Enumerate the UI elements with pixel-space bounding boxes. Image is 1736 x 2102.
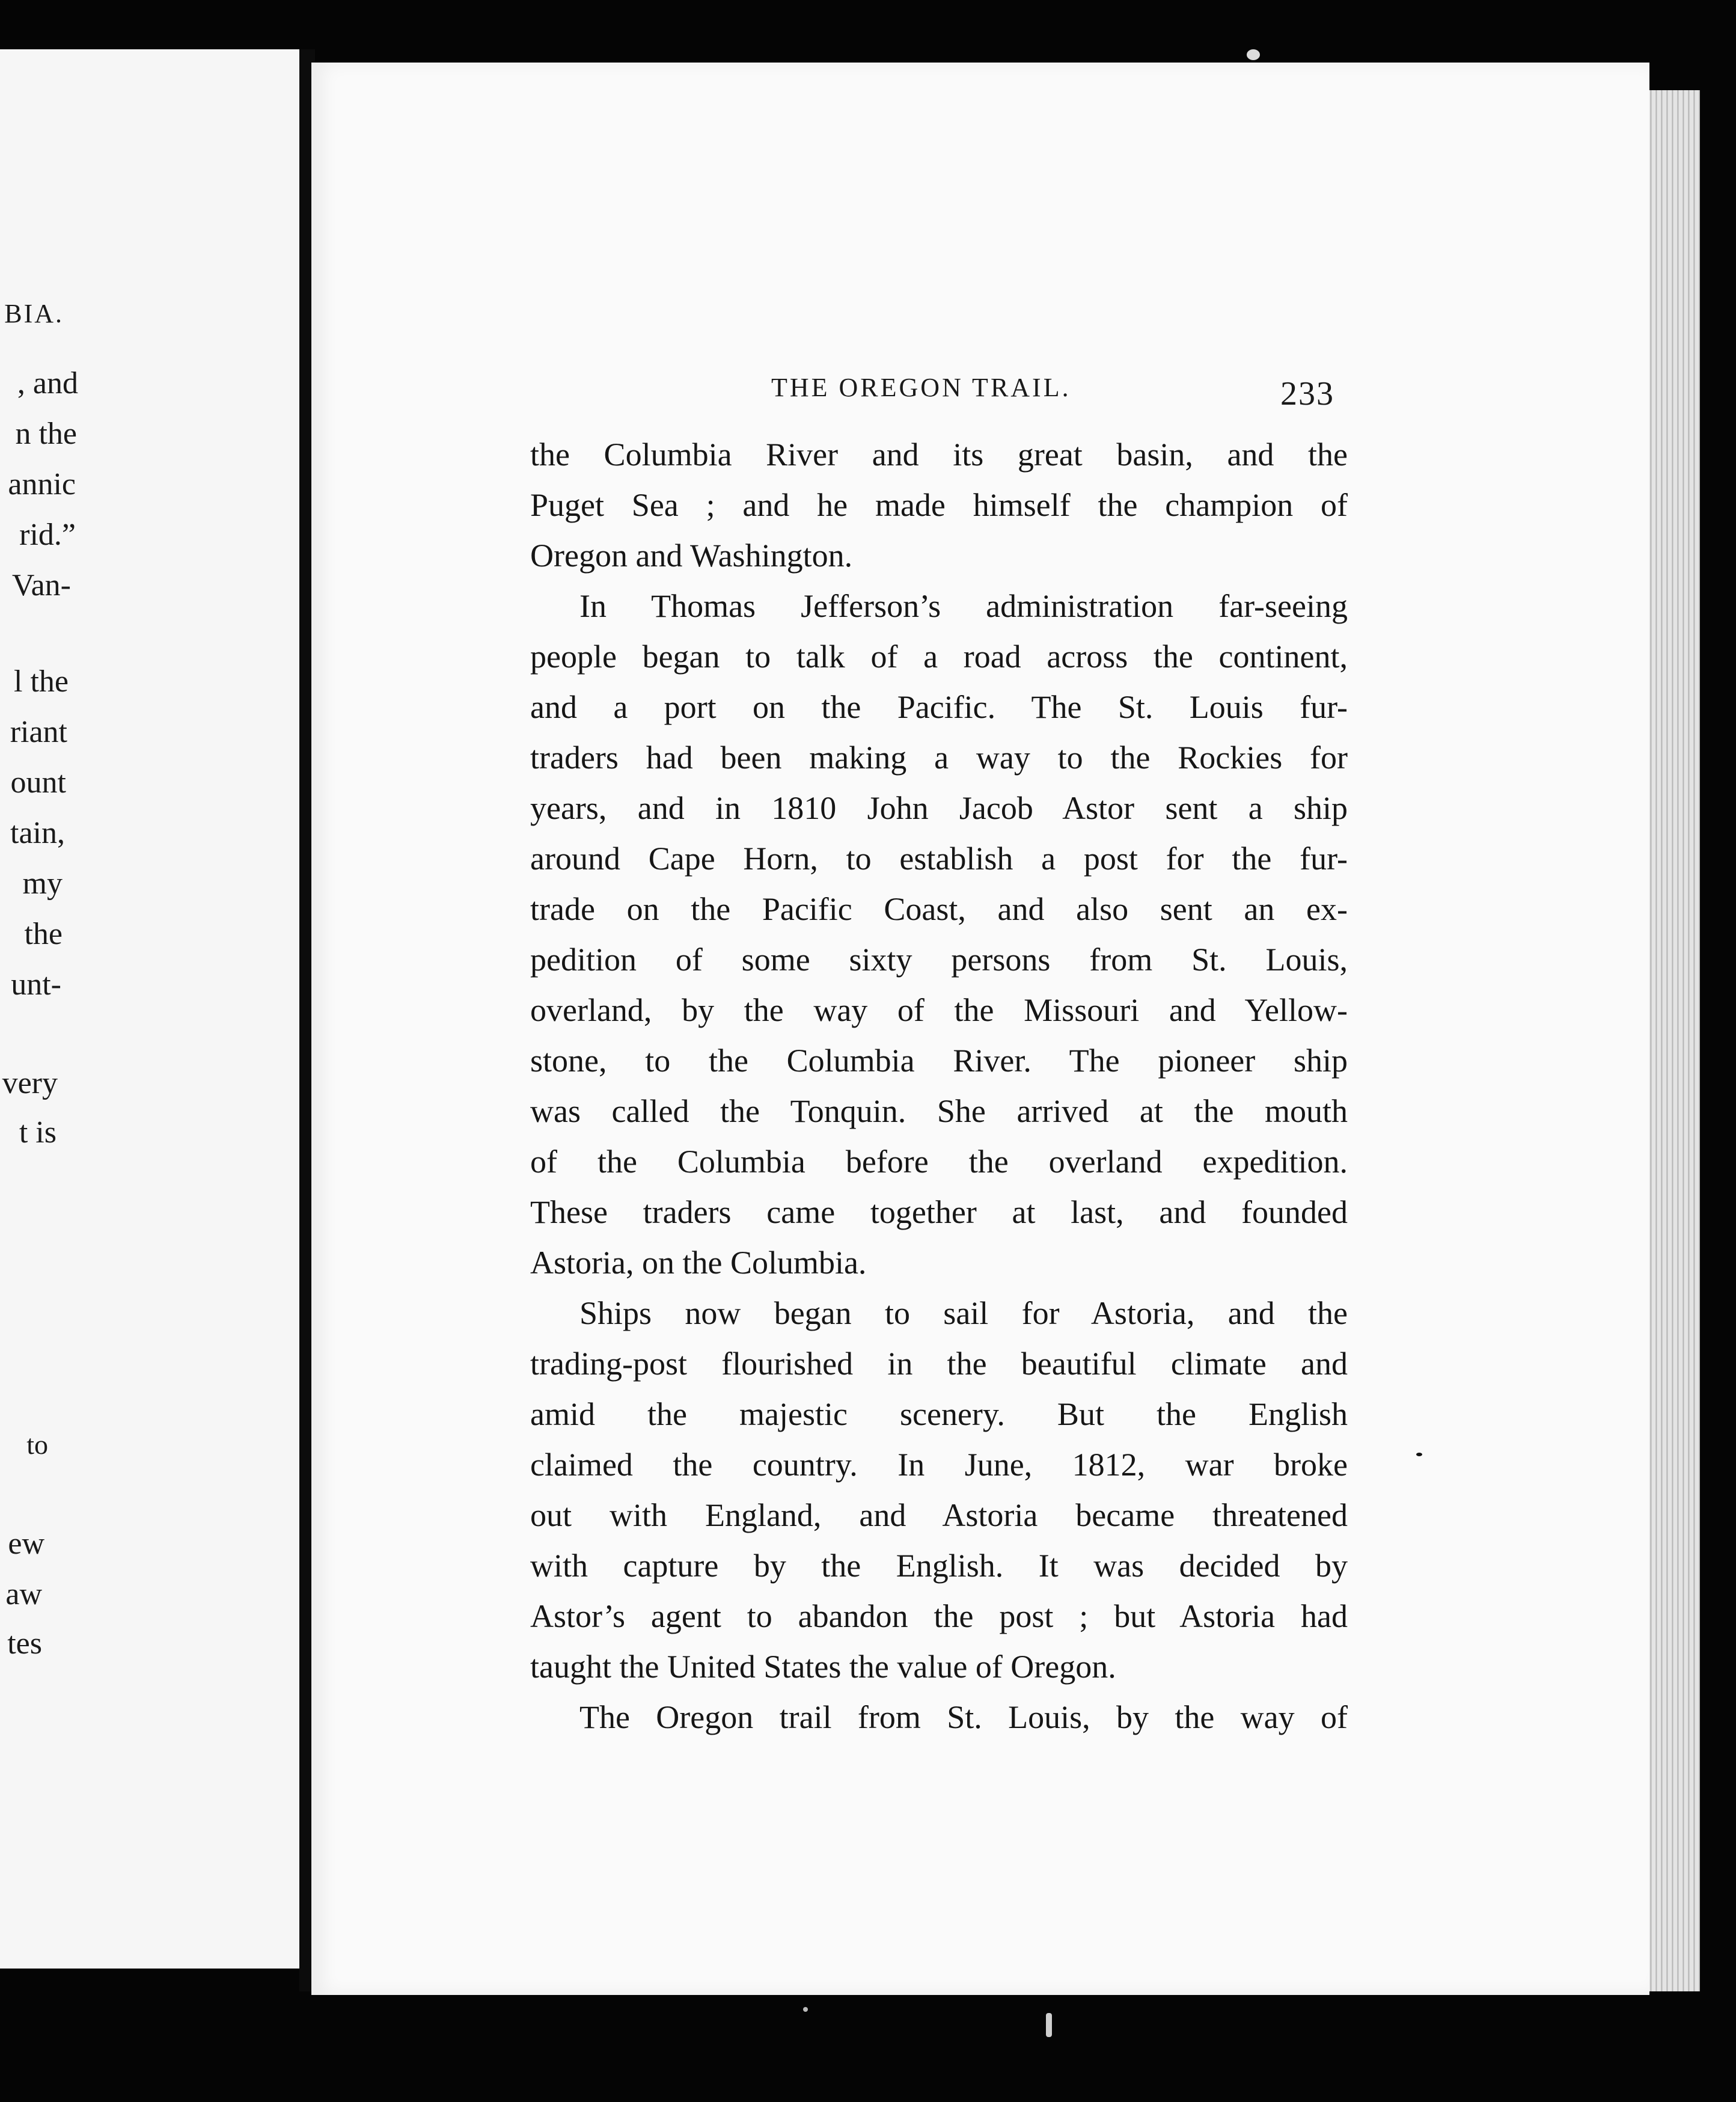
- left-page-line: l the: [14, 664, 69, 699]
- text-line: taught the United States the value of Oregon.: [530, 1649, 1116, 1685]
- text-line: was called the Tonquin. She arrived at the mouth: [530, 1093, 1348, 1129]
- text-line: with capture by the English. It was decided by: [530, 1548, 1348, 1584]
- left-page-line: tes: [7, 1626, 42, 1661]
- text-line: stone, to the Columbia River. The pioneer ship: [530, 1043, 1348, 1079]
- left-page-line: aw: [5, 1577, 42, 1611]
- left-page-line: rid.”: [19, 518, 76, 552]
- text-line: Puget Sea ; and he made himself the champion of: [530, 487, 1348, 523]
- text-line: amid the majestic scenery. But the English: [530, 1396, 1348, 1432]
- text-line: years, and in 1810 John Jacob Astor sent a ship: [530, 790, 1348, 826]
- left-page-line: , and: [17, 366, 78, 400]
- text-line: of the Columbia before the overland expedition.: [530, 1144, 1348, 1180]
- text-line: These traders came together at last, and founded: [530, 1194, 1348, 1230]
- text-line: out with England, and Astoria became threatened: [530, 1497, 1348, 1533]
- text-line: trading-post flourished in the beautiful climate and: [530, 1346, 1348, 1382]
- scan-speck: [1046, 2013, 1052, 2037]
- text-line: pedition of some sixty persons from St. Louis,: [530, 942, 1348, 978]
- scan-speck: [803, 2007, 808, 2012]
- text-line: claimed the country. In June, 1812, war broke: [530, 1447, 1348, 1483]
- text-line: traders had been making a way to the Rockies for: [530, 740, 1348, 776]
- text-line: Astor’s agent to abandon the post ; but Astoria had: [530, 1598, 1348, 1634]
- left-page-line: riant: [10, 715, 67, 749]
- left-page-line: to: [26, 1429, 48, 1460]
- left-page-line: tain,: [10, 816, 65, 850]
- left-page-running-head: BIA.: [4, 299, 64, 328]
- left-page-line: ount: [10, 765, 66, 800]
- left-page-line: very: [2, 1066, 58, 1100]
- text-line: Ships now began to sail for Astoria, and the: [579, 1295, 1348, 1331]
- text-line: overland, by the way of the Missouri and Yellow-: [530, 992, 1348, 1028]
- text-line: In Thomas Jefferson’s administration far-seeing: [579, 588, 1348, 624]
- running-head: [311, 312, 1649, 412]
- text-line: Oregon and Washington.: [530, 538, 853, 574]
- scan-speck: [1416, 1453, 1422, 1456]
- text-line: the Columbia River and its great basin, and the: [530, 437, 1348, 473]
- right-page: [311, 63, 1649, 1995]
- page-edges: [1641, 90, 1700, 1991]
- text-line: people began to talk of a road across the continent,: [530, 639, 1348, 675]
- left-page-line: unt-: [11, 967, 61, 1002]
- text-line: Astoria, on the Columbia.: [530, 1245, 867, 1281]
- left-page-line: my: [22, 866, 63, 901]
- left-page-line: n the: [15, 417, 77, 451]
- page-number: 233: [1280, 375, 1334, 412]
- left-page: [0, 49, 299, 1969]
- text-line: and a port on the Pacific. The St. Louis fur-: [530, 689, 1348, 725]
- text-line: The Oregon trail from St. Louis, by the way of: [579, 1699, 1348, 1735]
- text-line: trade on the Pacific Coast, and also sent an ex-: [530, 891, 1348, 927]
- left-page-line: ew: [8, 1527, 44, 1561]
- left-page-line: the: [24, 917, 63, 951]
- scan-speck: [1247, 49, 1260, 60]
- text-line: around Cape Horn, to establish a post for the fur-: [530, 841, 1348, 877]
- left-page-line: Van-: [11, 568, 71, 602]
- left-page-line: annic: [8, 467, 76, 501]
- left-page-line: t is: [19, 1115, 57, 1150]
- running-title: THE OREGON TRAIL.: [771, 373, 1071, 402]
